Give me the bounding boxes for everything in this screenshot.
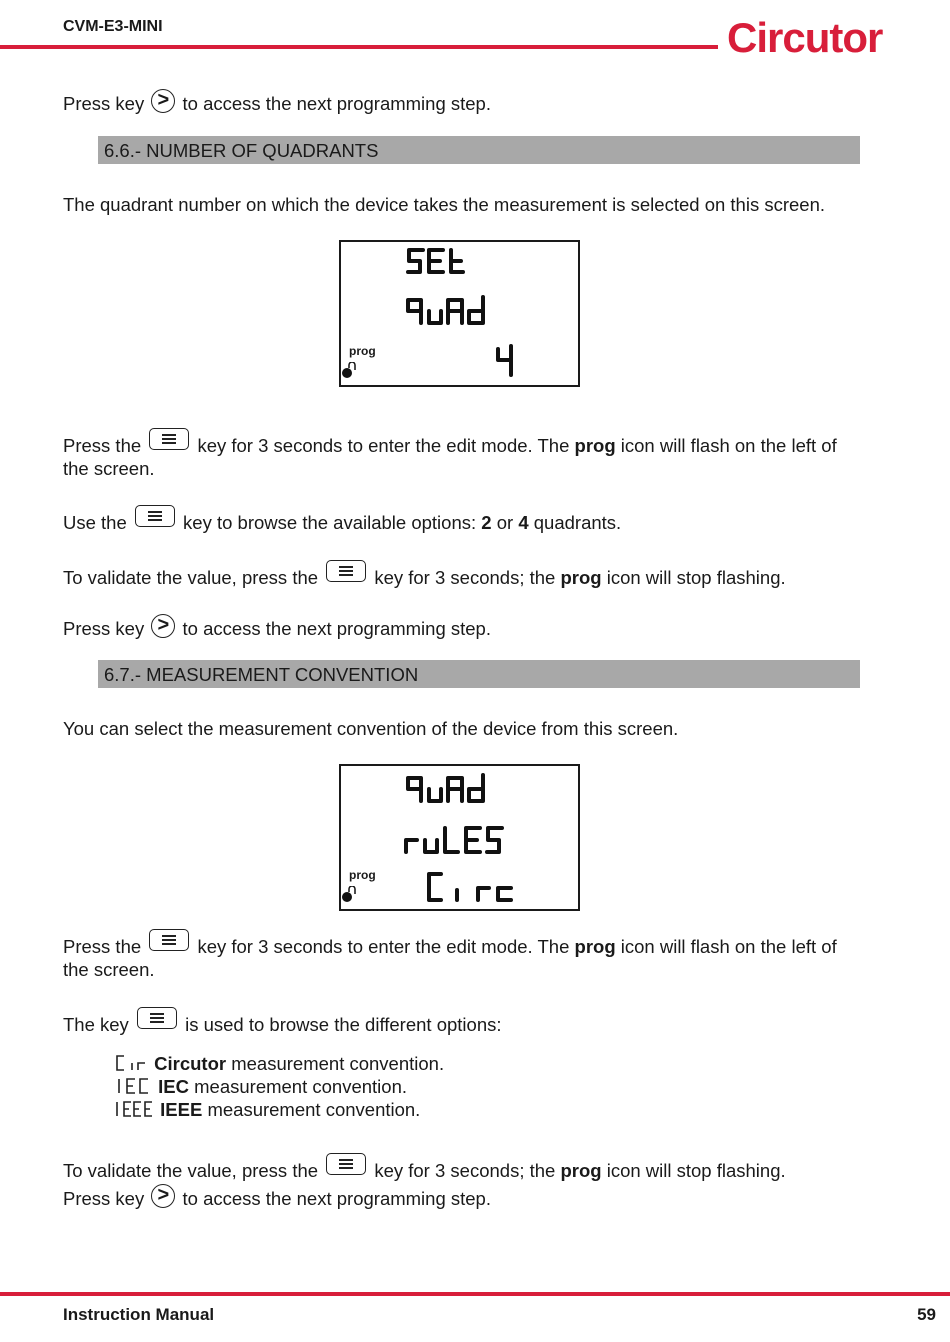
paragraph-edit-mode: Press the key for 3 seconds to enter the edit mode. The prog icon will flash on the left of the screen. bbox=[63, 428, 860, 480]
lcd-segment-text bbox=[341, 766, 578, 909]
lcd-display-convention bbox=[339, 764, 580, 911]
paragraph-validate: To validate the value, press the key for 3 seconds; the prog icon will stop flashing. bbox=[63, 560, 860, 589]
menu-key-icon bbox=[137, 1007, 177, 1029]
lcd-glyph-cir bbox=[115, 1054, 149, 1072]
paragraph-edit-mode: Press the key for 3 seconds to enter the edit mode. The prog icon will flash on the left of the screen. bbox=[63, 929, 860, 981]
paragraph-next-step: Press key > to access the next programming step. bbox=[63, 1184, 860, 1210]
paragraph-next-step: Press key > to access the next programming step. bbox=[63, 89, 860, 115]
footer-label: Instruction Manual bbox=[63, 1305, 215, 1324]
menu-key-icon bbox=[149, 428, 189, 450]
next-key-icon bbox=[151, 89, 175, 113]
section-heading-convention: 6.7.- MEASUREMENT CONVENTION bbox=[98, 660, 860, 688]
prog-label: prog bbox=[349, 344, 376, 358]
paragraph-convention-intro: You can select the measurement convention of the device from this screen. bbox=[63, 718, 679, 739]
option-iec: IEC measurement convention. bbox=[115, 1075, 407, 1098]
next-key-icon bbox=[151, 614, 175, 638]
section-heading-quadrants: 6.6.- NUMBER OF QUADRANTS bbox=[98, 136, 860, 164]
lock-icon bbox=[341, 362, 361, 380]
paragraph-validate: To validate the value, press the key for 3 seconds; the prog icon will stop flashing. bbox=[63, 1153, 860, 1182]
paragraph-next-step: Press key > to access the next programming step. bbox=[63, 614, 860, 640]
paragraph-browse-convention: The key is used to browse the different options: bbox=[63, 1007, 860, 1036]
brand-logo: Circutor bbox=[727, 14, 883, 61]
menu-key-icon bbox=[326, 560, 366, 582]
lcd-glyph-ieee bbox=[115, 1100, 155, 1118]
next-key-icon bbox=[151, 1184, 175, 1208]
footer-rule bbox=[0, 1292, 950, 1296]
menu-key-icon bbox=[149, 929, 189, 951]
page-number: 59 bbox=[917, 1305, 936, 1324]
lcd-glyph-iec bbox=[115, 1077, 153, 1095]
option-circutor: Circutor measurement convention. bbox=[115, 1052, 444, 1075]
header-rule bbox=[0, 45, 718, 49]
option-ieee: IEEE measurement convention. bbox=[115, 1098, 420, 1121]
prog-label: prog bbox=[349, 868, 376, 882]
paragraph-browse-options: Use the key to browse the available options: 2 or 4 quadrants. bbox=[63, 505, 860, 534]
lcd-display-quadrants bbox=[339, 240, 580, 387]
document-title: CVM-E3-MINI bbox=[63, 18, 163, 35]
lock-icon bbox=[341, 886, 361, 904]
lcd-segment-text bbox=[341, 242, 578, 385]
menu-key-icon bbox=[326, 1153, 366, 1175]
menu-key-icon bbox=[135, 505, 175, 527]
paragraph-quadrant-intro: The quadrant number on which the device takes the measurement is selected on this screen. bbox=[63, 194, 826, 215]
